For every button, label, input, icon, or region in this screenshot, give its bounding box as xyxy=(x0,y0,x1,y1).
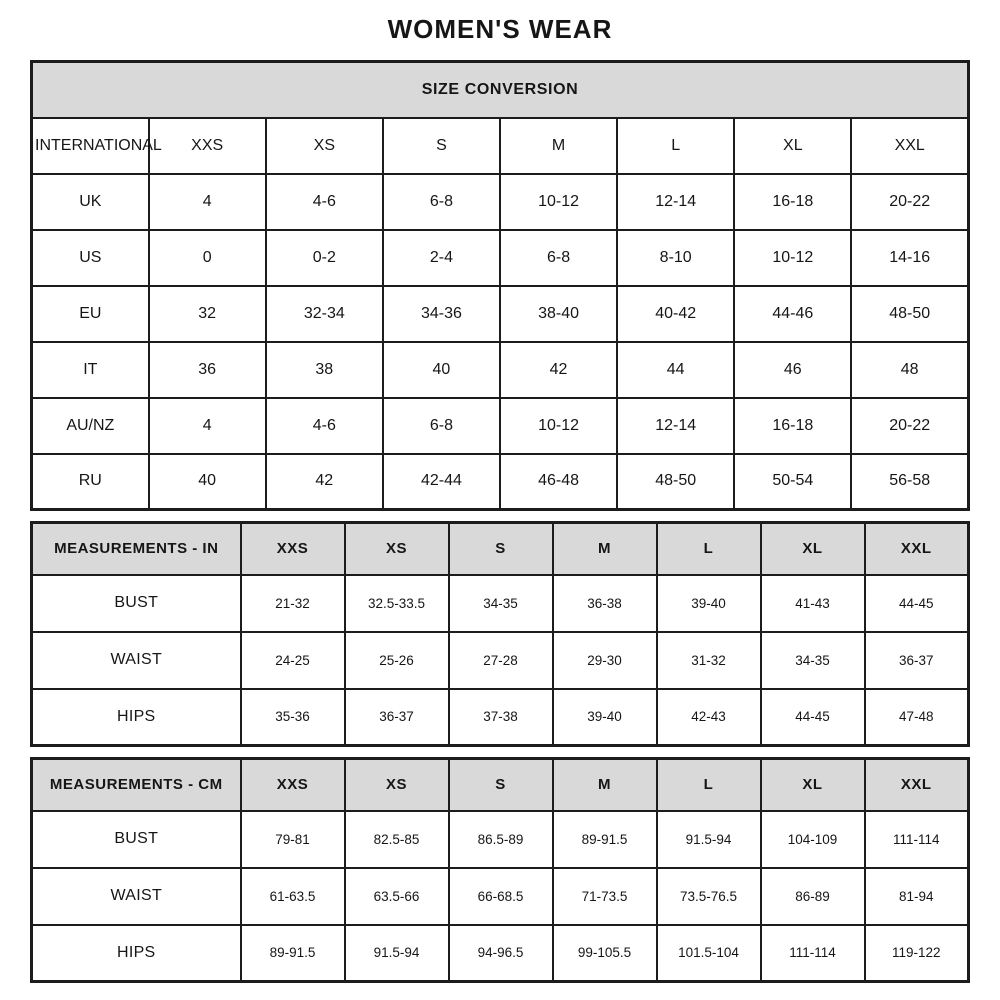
column-header-xs: XS xyxy=(266,118,383,174)
row-label: IT xyxy=(32,342,149,398)
column-header-s: S xyxy=(449,759,553,811)
table-cell: 32-34 xyxy=(266,286,383,342)
table-cell: 39-40 xyxy=(657,575,761,632)
table-cell: 2-4 xyxy=(383,230,500,286)
table-cell: 6-8 xyxy=(383,398,500,454)
row-label: EU xyxy=(32,286,149,342)
table-cell: 66-68.5 xyxy=(449,868,553,925)
table-cell: 86.5-89 xyxy=(449,811,553,868)
table-cell: 39-40 xyxy=(553,689,657,746)
table-cell: 8-10 xyxy=(617,230,734,286)
column-header-xs: XS xyxy=(345,759,449,811)
table-cell: 34-35 xyxy=(761,632,865,689)
table-row-ru xyxy=(32,454,969,510)
column-header-s: S xyxy=(449,523,553,575)
column-header-m: M xyxy=(553,759,657,811)
table-cell: 34-36 xyxy=(383,286,500,342)
row-label: RU xyxy=(32,454,149,510)
column-header-s: S xyxy=(383,118,500,174)
row-label: UK xyxy=(32,174,149,230)
table-row-it xyxy=(32,342,969,398)
column-header-xxs: XXS xyxy=(149,118,266,174)
table-cell: 42-44 xyxy=(383,454,500,510)
table-cell: 44-45 xyxy=(761,689,865,746)
table-cell: 48-50 xyxy=(851,286,968,342)
table-cell: 10-12 xyxy=(500,398,617,454)
table-cell: 44-46 xyxy=(734,286,851,342)
table-cell: 38-40 xyxy=(500,286,617,342)
table-cell: 0-2 xyxy=(266,230,383,286)
row-label: WAIST xyxy=(32,632,241,689)
column-header-xs: XS xyxy=(345,523,449,575)
table-cell: 89-91.5 xyxy=(241,925,345,982)
table-cell: 81-94 xyxy=(865,868,969,925)
measurements-cm-title: MEASUREMENTS - CM xyxy=(32,759,241,811)
table-cell: 82.5-85 xyxy=(345,811,449,868)
column-header-xl: XL xyxy=(761,759,865,811)
measurements-cm-table xyxy=(30,757,970,983)
table-cell: 6-8 xyxy=(500,230,617,286)
table-cell: 24-25 xyxy=(241,632,345,689)
table-cell: 0 xyxy=(149,230,266,286)
table-cell: 14-16 xyxy=(851,230,968,286)
column-header-xl: XL xyxy=(734,118,851,174)
table-cell: 29-30 xyxy=(553,632,657,689)
table-cell: 40 xyxy=(383,342,500,398)
measurements-cm-header-row xyxy=(32,759,969,811)
table-cell: 111-114 xyxy=(761,925,865,982)
table-cell: 32 xyxy=(149,286,266,342)
table-cell: 50-54 xyxy=(734,454,851,510)
table-cell: 10-12 xyxy=(734,230,851,286)
table-cell: 36-38 xyxy=(553,575,657,632)
table-cell: 42 xyxy=(500,342,617,398)
table-cell: 48-50 xyxy=(617,454,734,510)
table-cell: 63.5-66 xyxy=(345,868,449,925)
table-row-hips-cm xyxy=(32,925,969,982)
table-cell: 36-37 xyxy=(865,632,969,689)
column-header-xxl: XXL xyxy=(851,118,968,174)
table-row-bust-cm xyxy=(32,811,969,868)
measurements-in-header-row xyxy=(32,523,969,575)
table-row-uk xyxy=(32,174,969,230)
size-conversion-title: SIZE CONVERSION xyxy=(32,62,969,118)
table-cell: 91.5-94 xyxy=(345,925,449,982)
column-header-m: M xyxy=(500,118,617,174)
table-cell: 41-43 xyxy=(761,575,865,632)
table-cell: 91.5-94 xyxy=(657,811,761,868)
table-cell: 119-122 xyxy=(865,925,969,982)
table-cell: 46-48 xyxy=(500,454,617,510)
column-header-l: L xyxy=(657,523,761,575)
table-row-us xyxy=(32,230,969,286)
column-header-l: L xyxy=(617,118,734,174)
column-header-xl: XL xyxy=(761,523,865,575)
row-label: HIPS xyxy=(32,925,241,982)
column-header-l: L xyxy=(657,759,761,811)
column-header-row xyxy=(32,118,969,174)
table-cell: 37-38 xyxy=(449,689,553,746)
table-cell: 94-96.5 xyxy=(449,925,553,982)
table-cell: 16-18 xyxy=(734,398,851,454)
table-cell: 35-36 xyxy=(241,689,345,746)
measurements-in-table xyxy=(30,521,970,747)
column-header-xxl: XXL xyxy=(865,759,969,811)
table-row-waist-in xyxy=(32,632,969,689)
size-conversion-header-row xyxy=(32,62,969,118)
table-cell: 56-58 xyxy=(851,454,968,510)
table-cell: 104-109 xyxy=(761,811,865,868)
row-label: WAIST xyxy=(32,868,241,925)
table-cell: 89-91.5 xyxy=(553,811,657,868)
table-cell: 42-43 xyxy=(657,689,761,746)
row-label: BUST xyxy=(32,811,241,868)
table-cell: 42 xyxy=(266,454,383,510)
table-cell: 86-89 xyxy=(761,868,865,925)
table-cell: 61-63.5 xyxy=(241,868,345,925)
page-title: WOMEN'S WEAR xyxy=(387,14,613,44)
table-cell: 111-114 xyxy=(865,811,969,868)
table-cell: 32.5-33.5 xyxy=(345,575,449,632)
table-cell: 12-14 xyxy=(617,398,734,454)
table-cell: 25-26 xyxy=(345,632,449,689)
table-row-waist-cm xyxy=(32,868,969,925)
table-cell: 40-42 xyxy=(617,286,734,342)
column-header-international: INTERNATIONAL xyxy=(32,118,149,174)
table-cell: 36 xyxy=(149,342,266,398)
row-label: US xyxy=(32,230,149,286)
table-cell: 4 xyxy=(149,398,266,454)
table-cell: 20-22 xyxy=(851,174,968,230)
size-conversion-table xyxy=(30,60,970,511)
table-cell: 38 xyxy=(266,342,383,398)
table-cell: 16-18 xyxy=(734,174,851,230)
table-cell: 12-14 xyxy=(617,174,734,230)
column-header-m: M xyxy=(553,523,657,575)
table-cell: 10-12 xyxy=(500,174,617,230)
table-cell: 44-45 xyxy=(865,575,969,632)
table-cell: 79-81 xyxy=(241,811,345,868)
table-row-hips-in xyxy=(32,689,969,746)
measurements-in-title: MEASUREMENTS - IN xyxy=(32,523,241,575)
table-cell: 36-37 xyxy=(345,689,449,746)
table-cell: 4-6 xyxy=(266,174,383,230)
table-cell: 4-6 xyxy=(266,398,383,454)
table-cell: 27-28 xyxy=(449,632,553,689)
table-cell: 48 xyxy=(851,342,968,398)
table-cell: 4 xyxy=(149,174,266,230)
row-label: AU/NZ xyxy=(32,398,149,454)
table-cell: 20-22 xyxy=(851,398,968,454)
table-row-eu xyxy=(32,286,969,342)
table-cell: 40 xyxy=(149,454,266,510)
table-cell: 21-32 xyxy=(241,575,345,632)
table-cell: 101.5-104 xyxy=(657,925,761,982)
column-header-xxl: XXL xyxy=(865,523,969,575)
table-cell: 71-73.5 xyxy=(553,868,657,925)
table-cell: 31-32 xyxy=(657,632,761,689)
table-cell: 73.5-76.5 xyxy=(657,868,761,925)
table-row-aunz xyxy=(32,398,969,454)
table-cell: 47-48 xyxy=(865,689,969,746)
table-cell: 34-35 xyxy=(449,575,553,632)
table-cell: 6-8 xyxy=(383,174,500,230)
table-row-bust-in xyxy=(32,575,969,632)
column-header-xxs: XXS xyxy=(241,759,345,811)
row-label: HIPS xyxy=(32,689,241,746)
table-cell: 99-105.5 xyxy=(553,925,657,982)
row-label: BUST xyxy=(32,575,241,632)
table-cell: 44 xyxy=(617,342,734,398)
table-cell: 46 xyxy=(734,342,851,398)
column-header-xxs: XXS xyxy=(241,523,345,575)
